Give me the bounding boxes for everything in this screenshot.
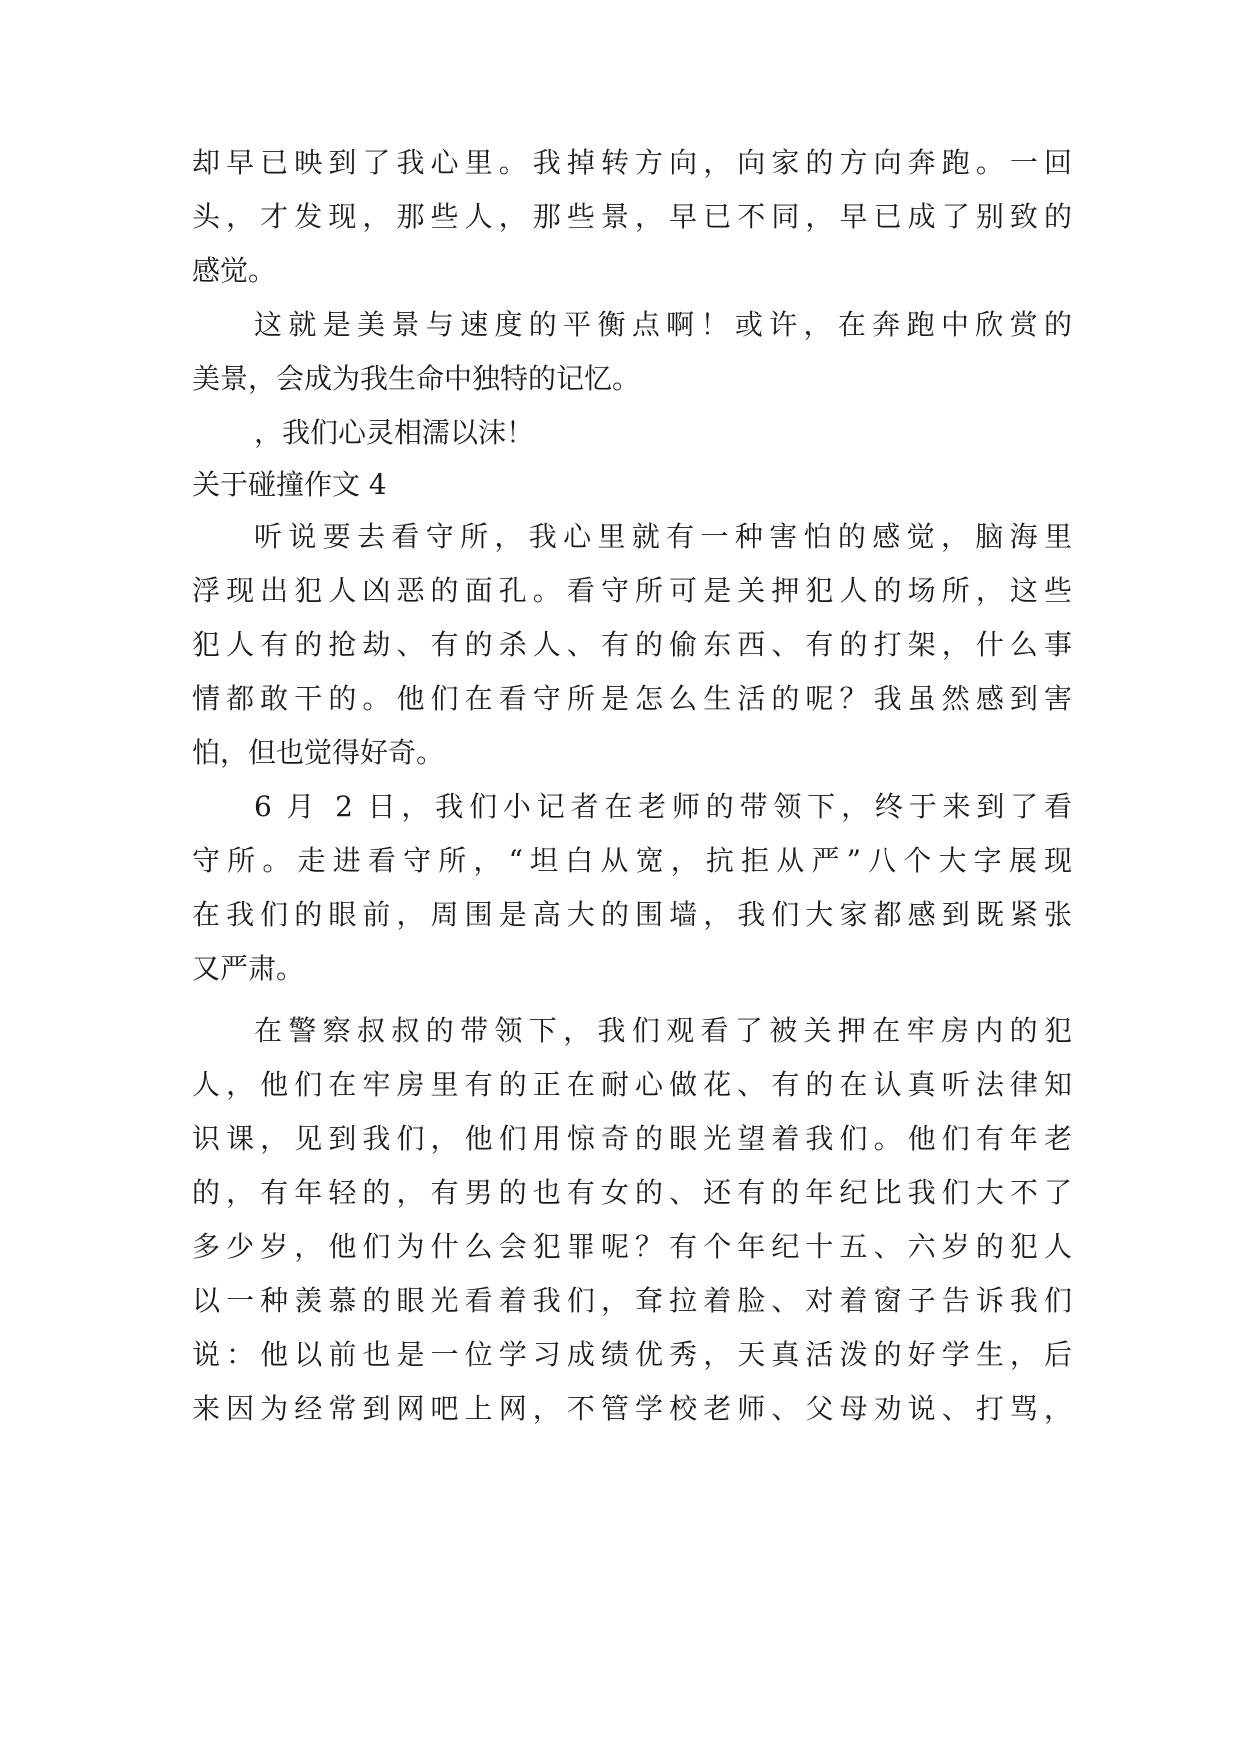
text-line: 人，他们在牢房里有的正在耐心做花、有的在认真听法律知 [192, 1068, 1072, 1101]
text-line: 来因为经常到网吧上网，不管学校老师、父母劝说、打骂， [192, 1392, 1072, 1425]
paragraph-first-line: ，我们心灵相濡以沫！ [254, 416, 535, 449]
text-line: 又严肃。 [192, 952, 305, 985]
paragraph-first-line: 在警察叔叔的带领下，我们观看了被关押在牢房内的犯 [254, 1014, 1072, 1047]
section-heading: 关于碰撞作文 4 [192, 468, 387, 501]
text-line: 浮现出犯人凶恶的面孔。看守所可是关押犯人的场所，这些 [192, 574, 1072, 607]
text-line: 感觉。 [192, 254, 277, 287]
paragraph-first-line: 6 月 2 日，我们小记者在老师的带领下，终于来到了看 [254, 790, 1072, 823]
text-line: 在我们的眼前，周围是高大的围墙，我们大家都感到既紧张 [192, 898, 1072, 931]
paragraph-first-line: 这就是美景与速度的平衡点啊！或许，在奔跑中欣赏的 [254, 308, 1072, 341]
text-line: 多少岁，他们为什么会犯罪呢？有个年纪十五、六岁的犯人 [192, 1230, 1072, 1263]
text-line: 头，才发现，那些人，那些景，早已不同，早已成了别致的 [192, 200, 1072, 233]
text-line: 识课，见到我们，他们用惊奇的眼光望着我们。他们有年老 [192, 1122, 1072, 1155]
text-line: 犯人有的抢劫、有的杀人、有的偷东西、有的打架，什么事 [192, 628, 1072, 661]
text-line: 怕，但也觉得好奇。 [192, 736, 445, 769]
text-line: 美景，会成为我生命中独特的记忆。 [192, 362, 641, 395]
text-line: 守所。走进看守所，“坦白从宽，抗拒从严”八个大字展现 [192, 844, 1072, 877]
text-line: 说：他以前也是一位学习成绩优秀，天真活泼的好学生，后 [192, 1338, 1072, 1371]
text-line: 情都敢干的。他们在看守所是怎么生活的呢？我虽然感到害 [192, 682, 1072, 715]
text-line: 以一种羡慕的眼光看着我们，耷拉着脸、对着窗子告诉我们 [192, 1284, 1072, 1317]
text-line: 的，有年轻的，有男的也有女的、还有的年纪比我们大不了 [192, 1176, 1072, 1209]
text-line: 却早已映到了我心里。我掉转方向，向家的方向奔跑。一回 [192, 146, 1072, 179]
paragraph-first-line: 听说要去看守所，我心里就有一种害怕的感觉，脑海里 [254, 520, 1072, 553]
